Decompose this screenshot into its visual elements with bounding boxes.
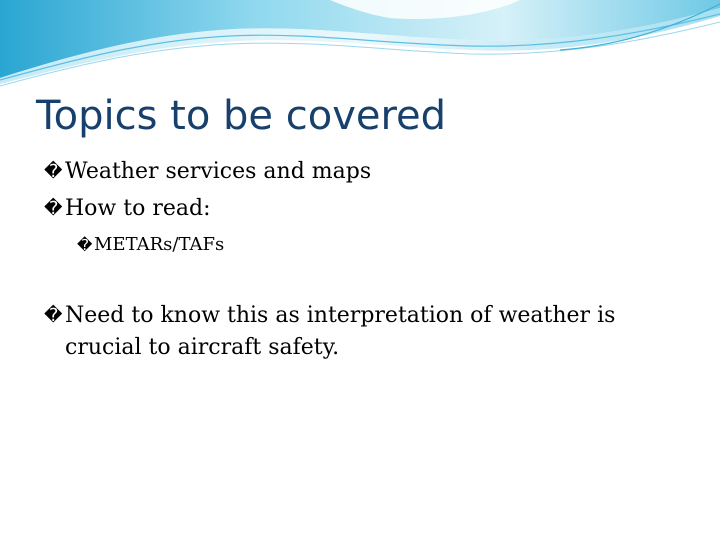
bullet-glyph: � [44, 198, 63, 219]
bullet-text: How to read: [65, 196, 211, 221]
bullet-glyph: � [44, 305, 63, 326]
sub-bullet-item [77, 232, 654, 258]
bullet-text: Need to know this as interpretation of weather is crucial to aircraft safety. [65, 303, 616, 360]
bullet-glyph: � [44, 161, 63, 182]
slide-title: Topics to be covered [36, 93, 447, 139]
bullet-text: Weather services and maps [65, 159, 372, 184]
bullet-text: METARs/TAFs [94, 234, 225, 255]
bullet-item [44, 156, 685, 188]
bullet-item [44, 193, 685, 225]
header-wave-decoration [0, 0, 720, 90]
bullet-item [44, 300, 685, 364]
bullet-glyph: � [77, 236, 93, 254]
